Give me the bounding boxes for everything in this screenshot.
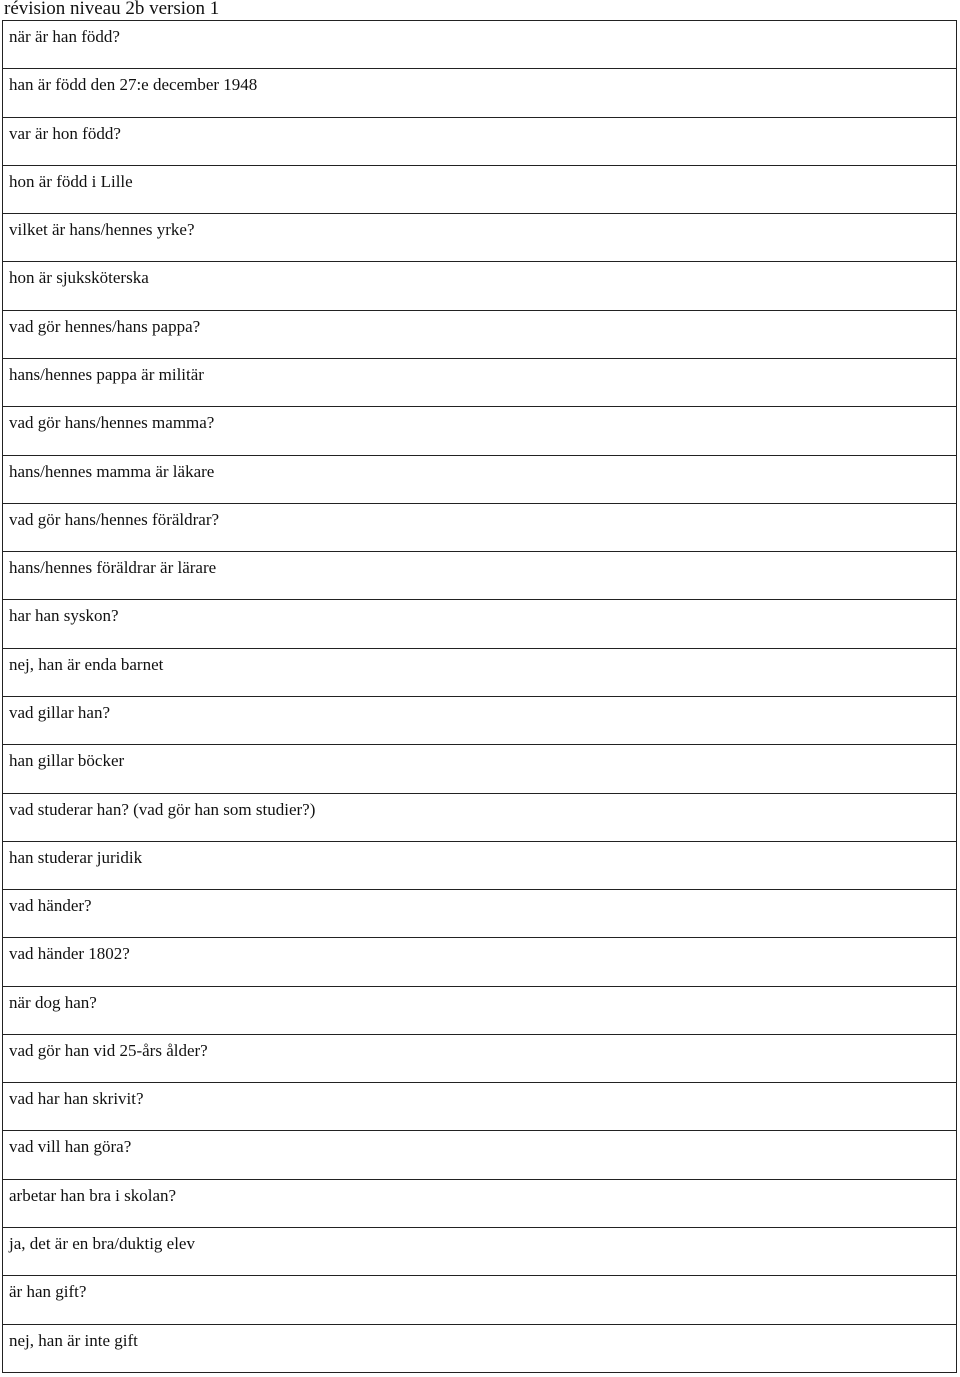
worksheet-row: [3, 1180, 956, 1228]
worksheet-row-text: hans/hennes föräldrar är lärare: [9, 558, 217, 578]
worksheet-row: [3, 118, 956, 166]
worksheet-row: [3, 456, 956, 504]
worksheet-row: [3, 890, 956, 938]
worksheet-row-text: hans/hennes mamma är läkare: [9, 461, 215, 481]
worksheet-row-text: vilket är hans/hennes yrke?: [9, 220, 195, 240]
worksheet-row: [3, 214, 956, 262]
worksheet-row: [3, 166, 956, 214]
worksheet-rows: [3, 21, 956, 1372]
worksheet-row: [3, 69, 956, 117]
worksheet-row: [3, 552, 956, 600]
worksheet-row: [3, 1131, 956, 1179]
worksheet-table: [2, 20, 957, 1373]
worksheet-row-text: nej, han är enda barnet: [9, 654, 164, 674]
worksheet-row-text: vad händer?: [9, 896, 92, 916]
worksheet-row: [3, 407, 956, 455]
worksheet-row: [3, 1228, 956, 1276]
worksheet-row-text: vad händer 1802?: [9, 944, 130, 964]
worksheet-row: [3, 1325, 956, 1372]
worksheet-row: [3, 697, 956, 745]
worksheet-row-text: ja, det är en bra/duktig elev: [9, 1234, 195, 1254]
worksheet-row-text: vad gör han vid 25-års ålder?: [9, 1040, 208, 1060]
worksheet-row: [3, 745, 956, 793]
worksheet-row-text: när dog han?: [9, 992, 97, 1012]
worksheet-row: [3, 1083, 956, 1131]
worksheet-row-text: vad gör hennes/hans pappa?: [9, 316, 201, 336]
worksheet-row: [3, 938, 956, 986]
worksheet-row: [3, 649, 956, 697]
worksheet-row-text: hans/hennes pappa är militär: [9, 364, 204, 384]
worksheet-row-text: vad gillar han?: [9, 702, 111, 722]
worksheet-row-text: vad studerar han? (vad gör han som studier?): [9, 799, 316, 819]
worksheet-row-text: vad gör hans/hennes föräldrar?: [9, 509, 220, 529]
worksheet-row-text: hon är född i Lille: [9, 171, 133, 191]
worksheet-row-text: han studerar juridik: [9, 847, 143, 867]
worksheet-row-text: är han gift?: [9, 1282, 87, 1302]
worksheet-row-text: han gillar böcker: [9, 751, 125, 771]
worksheet-row-text: vad vill han göra?: [9, 1137, 132, 1157]
worksheet-row: [3, 504, 956, 552]
worksheet-row-text: när är han född?: [9, 27, 120, 46]
worksheet-row-text: hon är sjuksköterska: [9, 268, 149, 288]
worksheet-row: [3, 842, 956, 890]
worksheet-row: [3, 21, 956, 69]
worksheet-row: [3, 1035, 956, 1083]
worksheet-row-text: har han syskon?: [9, 606, 119, 626]
worksheet-row: [3, 794, 956, 842]
worksheet-row: [3, 987, 956, 1035]
worksheet-row-text: han är född den 27:e december 1948: [9, 75, 258, 95]
worksheet-row: [3, 600, 956, 648]
worksheet-row-text: arbetar han bra i skolan?: [9, 1185, 177, 1205]
worksheet-row-text: var är hon född?: [9, 123, 121, 143]
worksheet-row-text: vad har han skrivit?: [9, 1089, 144, 1109]
worksheet-row: [3, 1276, 956, 1324]
document-title: révision niveau 2b version 1: [4, 0, 220, 19]
worksheet-row-text: vad gör hans/hennes mamma?: [9, 413, 215, 433]
worksheet-row: [3, 359, 956, 407]
worksheet-row: [3, 311, 956, 359]
worksheet-row-text: nej, han är inte gift: [9, 1330, 138, 1350]
worksheet-row: [3, 262, 956, 310]
